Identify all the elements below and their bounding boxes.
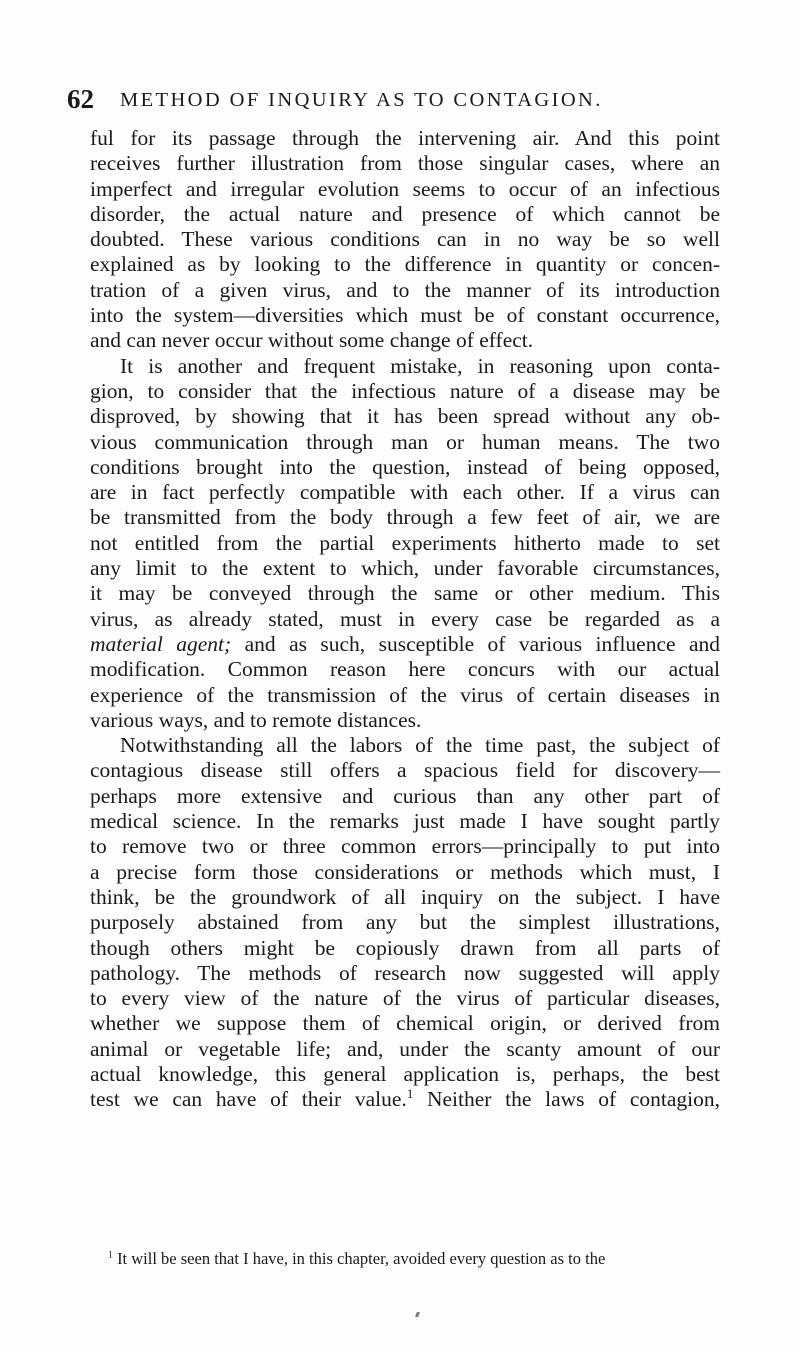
text-line: disproved, by showing that it has been spread without any ob- xyxy=(90,404,720,429)
text-line: conditions brought into the question, instead of being opposed, xyxy=(90,454,720,479)
text-line: it may be conveyed through the same or other medium. This xyxy=(90,581,720,606)
footnote-reference: 1 xyxy=(406,1087,414,1102)
paragraph-start-line: It is another and frequent mistake, in reasoning upon conta- xyxy=(120,353,720,378)
line-start: test we can have of their value. xyxy=(90,1087,407,1112)
footnote-marker: 1 xyxy=(108,1249,113,1261)
text-line: animal or vegetable life; and, under the scanty amount of our xyxy=(90,1036,720,1061)
text-line: ful for its passage through the intervening air. And this point xyxy=(90,126,720,150)
running-head xyxy=(67,84,727,114)
text-line: are in fact perfectly compatible with each other. If a virus can xyxy=(90,480,720,505)
text-line: to every view of the nature of the virus of particular diseases, xyxy=(90,986,720,1011)
text-line: into the system—diversities which must be of constant occurrence, xyxy=(90,303,720,328)
text-line: explained as by looking to the difference in quantity or concen- xyxy=(90,252,720,277)
text-line: modification. Common reason here concurs with our actual xyxy=(90,657,720,682)
text-line: pathology. The methods of research now suggested will apply xyxy=(90,960,720,985)
text-line: vious communication through man or human means. The two xyxy=(90,429,720,454)
italic-phrase: material agent; xyxy=(90,631,232,656)
text-line: various ways, and to remote distances. xyxy=(90,707,422,732)
text-line: any limit to the extent to which, under favorable circumstances, xyxy=(90,556,720,581)
page-number: 62 xyxy=(67,84,94,114)
text-line: perhaps more extensive and curious than any other part of xyxy=(90,783,720,808)
text-line-with-footnote-ref xyxy=(90,1087,720,1112)
text-line: contagious disease still offers a spacious field for discovery— xyxy=(90,758,720,783)
footnote-text: It will be seen that I have, in this chapter, avoided every question as to the xyxy=(112,1249,606,1268)
text-line: to remove two or three common errors—principally to put into xyxy=(90,834,720,859)
text-line: purposely abstained from any but the simplest illustrations, xyxy=(90,910,720,935)
footnote xyxy=(108,1248,605,1270)
text-line: though others might be copiously drawn from all parts of xyxy=(90,935,720,960)
line-remainder: Neither the laws of contagion, xyxy=(413,1087,720,1112)
text-line: disorder, the actual nature and presence of which cannot be xyxy=(90,201,720,226)
text-line: a precise form those considerations or methods which must, I xyxy=(90,859,720,884)
text-line: and can never occur without some change of effect. xyxy=(90,328,534,353)
text-line: be transmitted from the body through a few feet of air, we are xyxy=(90,505,720,530)
text-line: medical science. In the remarks just made I have sought partly xyxy=(90,809,720,834)
text-line: think, be the groundwork of all inquiry on the subject. I have xyxy=(90,884,720,909)
text-line: whether we suppose them of chemical origin, or derived from xyxy=(90,1011,720,1036)
text-line: gion, to consider that the infectious nature of a disease may be xyxy=(90,378,720,403)
text-line: virus, as already stated, must in every case be regarded as a xyxy=(90,606,720,631)
text-line: imperfect and irregular evolution seems to occur of an infectious xyxy=(90,176,720,201)
paragraph-start-line: Notwithstanding all the labors of the time past, the subject of xyxy=(120,733,720,758)
text-line: doubted. These various conditions can in no way be so well xyxy=(90,227,720,252)
text-line-with-italic xyxy=(90,632,720,657)
line-remainder: and as such, susceptible of various influence and xyxy=(231,631,720,656)
text-line: actual knowledge, this general application is, perhaps, the best xyxy=(90,1061,720,1086)
text-line: receives further illustration from those singular cases, where an xyxy=(90,151,720,176)
body-text xyxy=(90,126,720,1113)
text-line: tration of a given virus, and to the manner of its introduction xyxy=(90,277,720,302)
running-title: METHOD OF INQUIRY AS TO CONTAGION. xyxy=(120,89,603,111)
text-line: experience of the transmission of the virus of certain diseases in xyxy=(90,682,720,707)
text-line: not entitled from the partial experiments hitherto made to set xyxy=(90,530,720,555)
ink-speck xyxy=(415,1312,420,1317)
